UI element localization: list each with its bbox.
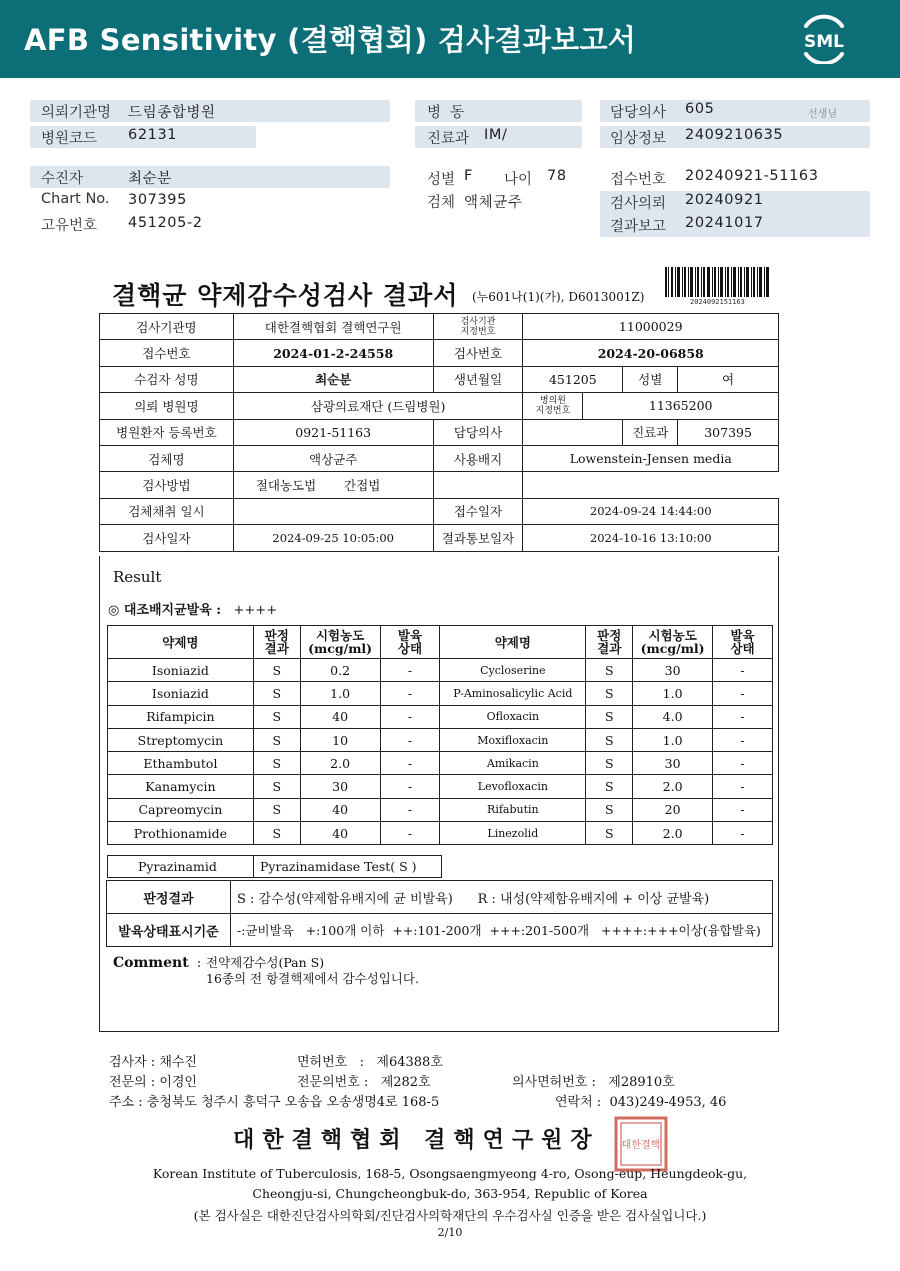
certification-note: (본 검사실은 대한진단검사의학회/진단검사의학재단의 우수검사실 인증을 받은 검사실입니다.) bbox=[193, 1208, 707, 1223]
drug-right-name: Amikacin bbox=[440, 752, 586, 775]
drug-left-conc: 40 bbox=[300, 822, 380, 845]
seal-text: 대한결핵 bbox=[621, 1140, 661, 1151]
drug-left-conc: 1.0 bbox=[300, 682, 380, 705]
drug-right-result: S bbox=[586, 798, 633, 821]
report-title: AFB Sensitivity (결핵협회) 검사결과보고서 bbox=[24, 23, 637, 57]
doc-patient-label: 수검자 성명 bbox=[100, 366, 234, 392]
drug-right-result: S bbox=[586, 728, 633, 751]
header-judge: 판정 결과 bbox=[253, 626, 300, 659]
drug-left-name: Ethambutol bbox=[108, 752, 254, 775]
drug-right-growth: - bbox=[713, 659, 773, 682]
hospital-code-value: 62131 bbox=[128, 127, 178, 143]
doctor-license-no: 의사면허번호 : 제28910호 bbox=[512, 1075, 675, 1090]
sex-value: F bbox=[464, 168, 473, 184]
address: 주소 : 충청북도 청주시 흥덕구 오송읍 오송생명4로 168-5 bbox=[109, 1095, 440, 1110]
pza-value: Pyrazinamidase Test( S ) bbox=[254, 856, 442, 878]
english-address-2: Cheongju-si, Chungcheongbuk-do, 363-954, Republic of Korea bbox=[252, 1186, 648, 1201]
header-drug-2: 약제명 bbox=[440, 626, 586, 659]
drug-left-result: S bbox=[253, 752, 300, 775]
doc-specimen-value: 액상균주 bbox=[233, 445, 433, 471]
doc-patient-value: 최순분 bbox=[233, 366, 433, 392]
drug-right-growth: - bbox=[713, 798, 773, 821]
drug-right-growth: - bbox=[713, 775, 773, 798]
drug-left-name: Prothionamide bbox=[108, 822, 254, 845]
examiner: 검사자 : 채수진 bbox=[109, 1055, 197, 1070]
institution-value: 드림종합병원 bbox=[128, 105, 216, 121]
doctor-suffix: 선생님 bbox=[808, 109, 837, 120]
drug-left-name: Streptomycin bbox=[108, 728, 254, 751]
drug-right-conc: 30 bbox=[633, 659, 713, 682]
license-no: 면허번호 : 제64388호 bbox=[297, 1055, 443, 1070]
drug-left-name: Isoniazid bbox=[108, 682, 254, 705]
hospital-value: 삼광의료재단 (드림병원) bbox=[233, 393, 523, 419]
logo-text: SML bbox=[804, 32, 844, 52]
drug-right-result: S bbox=[586, 752, 633, 775]
sml-logo-icon bbox=[796, 14, 852, 64]
drug-right-growth: - bbox=[713, 682, 773, 705]
reg-value: 0921-51163 bbox=[233, 419, 433, 445]
receipt-label: 접수번호 bbox=[610, 172, 667, 188]
table-row bbox=[108, 775, 773, 798]
doc-doctor-value bbox=[523, 419, 623, 445]
chart-value: 307395 bbox=[128, 192, 187, 208]
dept-value: IM/ bbox=[484, 127, 508, 143]
doc-sex-value: 여 bbox=[678, 366, 779, 392]
drug-left-name: Kanamycin bbox=[108, 775, 254, 798]
doc-title: 결핵균 약제감수성검사 결과서 bbox=[112, 281, 459, 310]
official-seal-icon bbox=[614, 1116, 668, 1172]
patient-row bbox=[30, 166, 390, 188]
drug-right-growth: - bbox=[713, 822, 773, 845]
method-value: 절대농도법 간접법 bbox=[233, 472, 433, 498]
hospital-code-label: 병원코드 bbox=[41, 131, 98, 147]
drug-right-name: Linezolid bbox=[440, 822, 586, 845]
drug-right-growth: - bbox=[713, 705, 773, 728]
doc-receipt-value: 2024-01-2-24558 bbox=[233, 340, 433, 366]
age-label: 나이 bbox=[504, 172, 533, 188]
request-info-table bbox=[99, 313, 779, 552]
drug-left-conc: 10 bbox=[300, 728, 380, 751]
dept-label: 진료과 bbox=[427, 131, 470, 147]
drug-right-conc: 4.0 bbox=[633, 705, 713, 728]
age-value: 78 bbox=[547, 168, 567, 184]
collect-value bbox=[233, 498, 433, 524]
institution-label: 의뢰기관명 bbox=[41, 105, 112, 121]
lab-code-label: 검사기관 지정번호 bbox=[433, 314, 523, 340]
doc-specimen-label: 검체명 bbox=[100, 445, 234, 471]
reg-label: 병원환자 등록번호 bbox=[100, 419, 234, 445]
drug-left-result: S bbox=[253, 798, 300, 821]
drug-left-conc: 2.0 bbox=[300, 752, 380, 775]
unique-value: 451205-2 bbox=[128, 215, 203, 231]
table-row bbox=[108, 798, 773, 821]
notify-label: 결과통보일자 bbox=[433, 525, 523, 551]
doctor-value: 605 bbox=[685, 101, 715, 117]
chart-label: Chart No. bbox=[41, 191, 110, 207]
drug-table bbox=[107, 625, 773, 845]
judge-text: S : 감수성(약제함유배지에 균 비발육) R : 내성(약제함유배지에 + 이상 균발육) bbox=[231, 881, 773, 914]
test-no-value: 2024-20-06858 bbox=[523, 340, 779, 366]
header-growth-2: 발육 상태 bbox=[713, 626, 773, 659]
table-row bbox=[108, 682, 773, 705]
drug-left-conc: 30 bbox=[300, 775, 380, 798]
pza-label: Pyrazinamid bbox=[108, 856, 254, 878]
method-label: 검사방법 bbox=[100, 472, 234, 498]
drug-right-result: S bbox=[586, 775, 633, 798]
ward-label: 병 동 bbox=[427, 105, 465, 121]
drug-right-result: S bbox=[586, 682, 633, 705]
header-bar bbox=[0, 0, 900, 78]
drug-right-growth: - bbox=[713, 752, 773, 775]
comment-line-2: 16종의 전 항결핵제에서 감수성입니다. bbox=[206, 971, 419, 986]
doc-dept-value: 307395 bbox=[678, 419, 779, 445]
barcode-number: 2024092151163 bbox=[690, 298, 745, 306]
control-value: ++++ bbox=[233, 603, 278, 618]
drug-right-conc: 1.0 bbox=[633, 682, 713, 705]
drug-left-result: S bbox=[253, 775, 300, 798]
specimen-value: 액체균주 bbox=[464, 195, 523, 211]
receipt-value: 20240921-51163 bbox=[685, 168, 819, 184]
drug-left-growth: - bbox=[380, 705, 440, 728]
test-no-label: 검사번호 bbox=[433, 340, 523, 366]
drug-left-name: Capreomycin bbox=[108, 798, 254, 821]
drug-right-conc: 1.0 bbox=[633, 728, 713, 751]
drug-left-result: S bbox=[253, 705, 300, 728]
drug-left-growth: - bbox=[380, 752, 440, 775]
drug-left-conc: 0.2 bbox=[300, 659, 380, 682]
drug-right-name: Moxifloxacin bbox=[440, 728, 586, 751]
pyrazinamid-table bbox=[107, 855, 442, 878]
test-date-value: 2024-09-25 10:05:00 bbox=[233, 525, 433, 551]
drug-left-growth: - bbox=[380, 728, 440, 751]
drug-right-growth: - bbox=[713, 728, 773, 751]
drug-left-conc: 40 bbox=[300, 705, 380, 728]
doc-subtitle: (누601나(1)(가), D6013001Z) bbox=[472, 290, 645, 304]
clinical-label: 임상정보 bbox=[610, 131, 667, 147]
specialist: 전문의 : 이경인 bbox=[109, 1075, 197, 1090]
comment-line-1: 전약제감수성(Pan S) bbox=[206, 955, 325, 970]
patient-value: 최순분 bbox=[128, 171, 172, 187]
header-conc-2: 시험농도 (mcg/ml) bbox=[633, 626, 713, 659]
english-address-1: Korean Institute of Tuberculosis, 168-5, Osongsaengmyeong 4-ro, Osong-eup, Heungdeok-gu, bbox=[152, 1166, 748, 1181]
hospital-label: 의뢰 병원명 bbox=[100, 393, 234, 419]
drug-right-result: S bbox=[586, 659, 633, 682]
header-conc: 시험농도 (mcg/ml) bbox=[300, 626, 380, 659]
institute-name: 대한결핵협회 결핵연구원장 bbox=[233, 1127, 600, 1153]
sex-label: 성별 bbox=[427, 172, 456, 188]
drug-left-growth: - bbox=[380, 775, 440, 798]
specimen-label: 검체 bbox=[427, 195, 456, 211]
report-value: 20241017 bbox=[685, 215, 764, 231]
drug-right-result: S bbox=[586, 705, 633, 728]
drug-left-result: S bbox=[253, 682, 300, 705]
drug-left-conc: 40 bbox=[300, 798, 380, 821]
drug-right-conc: 30 bbox=[633, 752, 713, 775]
doc-sex-label: 성별 bbox=[623, 366, 678, 392]
drug-left-growth: - bbox=[380, 822, 440, 845]
request-label: 검사의뢰 bbox=[610, 196, 667, 212]
drug-right-name: Cycloserine bbox=[440, 659, 586, 682]
doc-dept-label: 진료과 bbox=[623, 419, 678, 445]
test-date-label: 검사일자 bbox=[100, 525, 234, 551]
drug-left-growth: - bbox=[380, 798, 440, 821]
growth-text: -:균비발육 +:100개 이하 ++:101-200개 +++:201-500개 ++++:+++이상(융합발육) bbox=[231, 914, 773, 947]
lab-value: 대한결핵협회 결핵연구원 bbox=[233, 314, 433, 340]
hosp-code-value: 11365200 bbox=[583, 393, 779, 419]
request-value: 20240921 bbox=[685, 192, 764, 208]
drug-left-growth: - bbox=[380, 659, 440, 682]
growth-title: 발육상태표시기준 bbox=[107, 914, 231, 947]
header-growth: 발육 상태 bbox=[380, 626, 440, 659]
comment-label: Comment bbox=[113, 955, 189, 971]
hosp-code-label: 병의원 지정번호 bbox=[523, 393, 583, 419]
doc-receipt-label: 접수번호 bbox=[100, 340, 234, 366]
doctor-label: 담당의사 bbox=[610, 105, 667, 121]
table-row bbox=[108, 752, 773, 775]
lab-label: 검사기관명 bbox=[100, 314, 234, 340]
medium-value: Lowenstein-Jensen media bbox=[523, 445, 779, 471]
drug-left-result: S bbox=[253, 659, 300, 682]
birth-label: 생년월일 bbox=[433, 366, 523, 392]
table-row bbox=[108, 705, 773, 728]
header-drug: 약제명 bbox=[108, 626, 254, 659]
table-row bbox=[108, 822, 773, 845]
judge-title: 판정결과 bbox=[107, 881, 231, 914]
drug-right-name: P-Aminosalicylic Acid bbox=[440, 682, 586, 705]
notify-value: 2024-10-16 13:10:00 bbox=[523, 525, 779, 551]
table-row bbox=[108, 728, 773, 751]
specialist-no: 전문의번호 : 제282호 bbox=[297, 1075, 431, 1090]
drug-left-growth: - bbox=[380, 682, 440, 705]
collect-label: 검체채취 일시 bbox=[100, 498, 234, 524]
drug-right-name: Ofloxacin bbox=[440, 705, 586, 728]
report-label: 결과보고 bbox=[610, 219, 667, 235]
drug-left-name: Isoniazid bbox=[108, 659, 254, 682]
medium-label: 사용배지 bbox=[433, 445, 523, 471]
legend-table bbox=[106, 880, 773, 947]
drug-left-result: S bbox=[253, 822, 300, 845]
drug-left-result: S bbox=[253, 728, 300, 751]
doc-doctor-label: 담당의사 bbox=[433, 419, 523, 445]
received-label: 접수일자 bbox=[433, 498, 523, 524]
page-number: 2/10 bbox=[437, 1226, 463, 1239]
table-row bbox=[108, 659, 773, 682]
barcode-icon bbox=[665, 267, 769, 297]
drug-right-conc: 2.0 bbox=[633, 775, 713, 798]
clinical-value: 2409210635 bbox=[685, 127, 784, 143]
drug-right-conc: 2.0 bbox=[633, 822, 713, 845]
drug-right-conc: 20 bbox=[633, 798, 713, 821]
patient-label: 수진자 bbox=[41, 171, 84, 187]
received-value: 2024-09-24 14:44:00 bbox=[523, 498, 779, 524]
phone: 연락처 : 043)249-4953, 46 bbox=[555, 1095, 727, 1110]
unique-label: 고유번호 bbox=[41, 218, 98, 234]
drug-right-name: Levofloxacin bbox=[440, 775, 586, 798]
drug-left-name: Rifampicin bbox=[108, 705, 254, 728]
birth-value: 451205 bbox=[523, 366, 623, 392]
lab-code-value: 11000029 bbox=[523, 314, 779, 340]
control-growth bbox=[108, 599, 277, 618]
header-judge-2: 판정 결과 bbox=[586, 626, 633, 659]
drug-right-result: S bbox=[586, 822, 633, 845]
control-label: ◎ 대조배지균발육 : bbox=[108, 603, 222, 618]
result-label: Result bbox=[113, 568, 162, 586]
drug-right-name: Rifabutin bbox=[440, 798, 586, 821]
comment-block: Comment : bbox=[113, 955, 202, 971]
